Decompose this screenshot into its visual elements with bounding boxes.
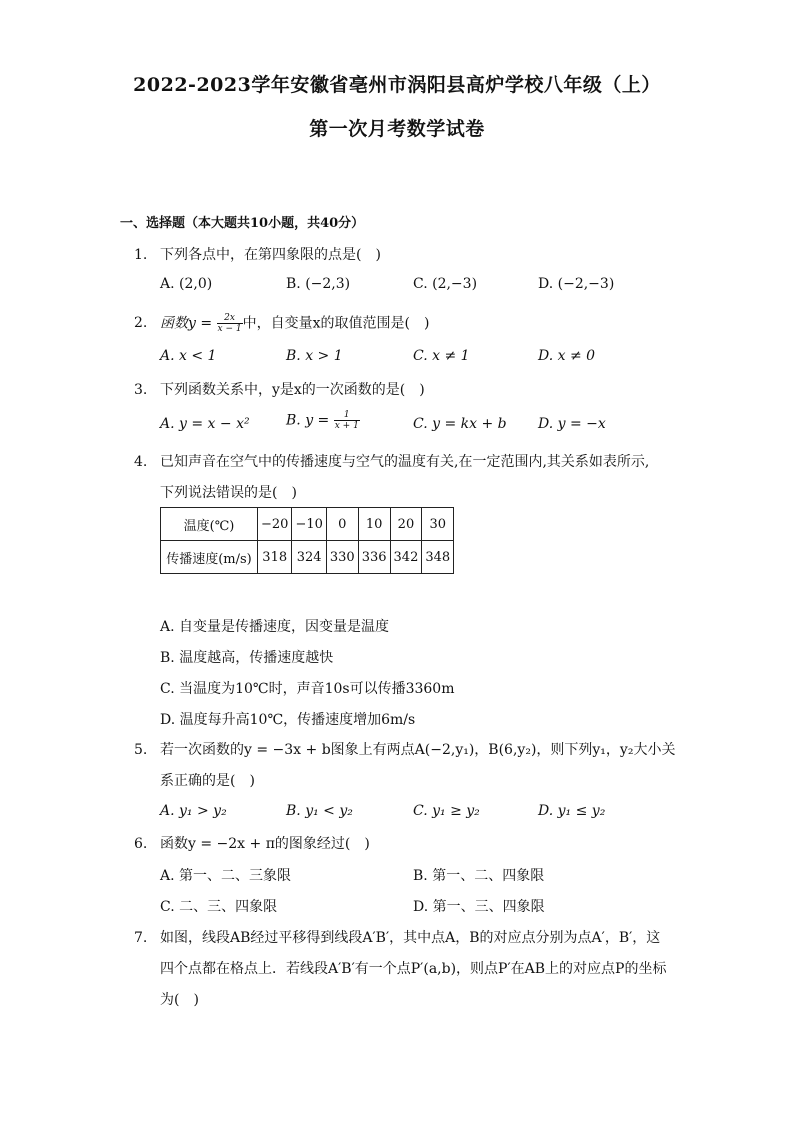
option-c: C. y₁ ≥ y₂ [413, 803, 480, 819]
table-cell: 10 [358, 508, 390, 541]
question-number: 4. [134, 454, 148, 470]
question-text-line1: 若一次函数的y = −3x + b图象上有两点A(−2,y₁)，B(6,y₂)，则下列y₁，y₂大小关 [160, 742, 676, 758]
question-text-line1: 已知声音在空气中的传播速度与空气的温度有关,在一定范围内,其关系如表所示, [160, 454, 650, 470]
table-cell: 0 [326, 508, 358, 541]
table-header-cell: 温度(℃) [161, 508, 258, 541]
question-text: 函数y = −2x + π的图象经过( ) [160, 836, 370, 852]
table-cell: 324 [292, 541, 326, 574]
option-b: B. 第一、二、四象限 [413, 868, 545, 884]
option-c: C. 二、三、四象限 [160, 899, 278, 915]
option-a: A. y = x − x² [160, 416, 250, 432]
table-row [161, 541, 454, 574]
question-number: 1. [134, 247, 148, 263]
table-cell: 336 [358, 541, 390, 574]
table-cell: 342 [390, 541, 422, 574]
option-c: C. y = kx + b [413, 416, 507, 432]
question-text-line2: 四个点都在格点上．若线段A′B′有一个点P′(a,b)，则点P′在AB上的对应点P的坐标 [160, 961, 667, 977]
option-c: C. (2,−3) [413, 276, 478, 292]
question-1 [134, 245, 381, 265]
table-header-cell: 传播速度(m/s) [161, 541, 258, 574]
exam-title-line2: 第一次月考数学试卷 [309, 118, 485, 140]
option-a: A. 第一、二、三象限 [160, 868, 292, 884]
question-text-line3: 为( ) [160, 992, 199, 1008]
option-d: D. (−2,−3) [538, 276, 615, 292]
option-a: A. 自变量是传播速度，因变量是温度 [160, 619, 390, 635]
table-row [161, 508, 454, 541]
question-number: 7. [134, 930, 148, 946]
option-b: B. (−2,3) [286, 276, 351, 292]
fraction: $\frac{2x}{x - 1}$ [217, 313, 242, 334]
table-cell: −20 [258, 508, 292, 541]
option-d: D. x ≠ 0 [538, 348, 596, 364]
table-cell: −10 [292, 508, 326, 541]
option-d: D. y = −x [538, 416, 606, 432]
option-a: A. y₁ > y₂ [160, 803, 227, 819]
option-a: A. x < 1 [160, 348, 217, 364]
option-d: D. 第一、三、四象限 [413, 899, 545, 915]
option-a: A. (2,0) [160, 276, 213, 292]
option-b: B. y₁ < y₂ [286, 803, 353, 819]
question-number: 2. [134, 315, 148, 331]
question-number: 6. [134, 836, 148, 852]
question-text-line2: 下列说法错误的是( ) [160, 485, 297, 501]
exam-title-line1: 2022-2023学年安徽省亳州市涡阳县高炉学校八年级（上） [133, 74, 661, 96]
option-c: C. 当温度为10℃时，声音10s可以传播3360m [160, 681, 455, 697]
option-d: D. 温度每升高10℃，传播速度增加6m/s [160, 712, 416, 728]
table-cell: 348 [422, 541, 454, 574]
question-7 [134, 928, 661, 948]
question-5 [134, 740, 676, 760]
question-text-line2: 系正确的是( ) [160, 773, 255, 789]
option-b: B. 温度越高，传播速度越快 [160, 650, 334, 666]
option-b: B. x > 1 [286, 348, 343, 364]
table-cell: 30 [422, 508, 454, 541]
table-cell: 330 [326, 541, 358, 574]
option-d: D. y₁ ≤ y₂ [538, 803, 606, 819]
question-4 [134, 452, 650, 472]
table-cell: 20 [390, 508, 422, 541]
option-c: C. x ≠ 1 [413, 348, 470, 364]
question-text: 下列函数关系中，y是x的一次函数的是( ) [160, 382, 425, 398]
fraction: $\frac{1}{x + 1}$ [334, 410, 359, 431]
section-heading: 一、选择题（本大题共10小题，共40分） [120, 216, 365, 231]
question-number: 5. [134, 742, 148, 758]
question-number: 3. [134, 382, 148, 398]
table-cell: 318 [258, 541, 292, 574]
option-b: B. y = $\frac{1}{x + 1}$ [286, 410, 359, 431]
question-text: 函数y = $\frac{2x}{x - 1}$ 中，自变量x的取值范围是( ) [160, 313, 430, 334]
question-text-line1: 如图，线段AB经过平移得到线段A′B′，其中点A，B的对应点分别为点A′，B′，这 [160, 930, 661, 946]
question-6 [134, 834, 370, 854]
question-2 [134, 313, 430, 334]
speed-table [160, 507, 454, 574]
question-text: 下列各点中，在第四象限的点是( ) [160, 247, 381, 263]
question-3 [134, 380, 425, 400]
